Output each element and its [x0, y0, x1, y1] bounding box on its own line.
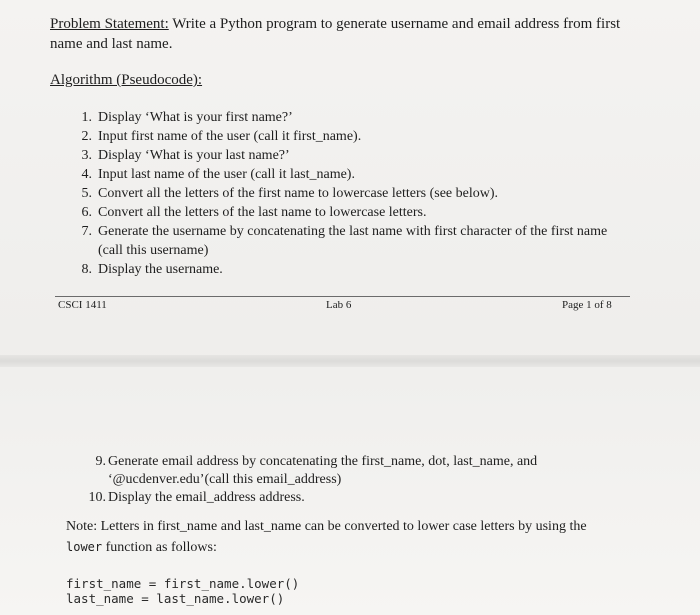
note-paragraph: [66, 517, 626, 558]
step-number: 1.: [81, 110, 92, 125]
footer-divider: [55, 296, 630, 297]
step-text: Generate email address by concatenating the first_name, dot, last_name, and ‘@ucdenver.edu’(call this email_address): [108, 454, 538, 487]
step-number: 4.: [81, 167, 92, 182]
step-text: Display ‘What is your last name?’: [98, 148, 290, 163]
step-number: 5.: [81, 186, 92, 201]
algorithm-heading: Algorithm (Pseudocode):: [50, 72, 203, 88]
note-text: Note: Letters in first_name and last_name can be converted to lower case letters by using the: [66, 519, 587, 534]
list-item: [70, 184, 610, 203]
algorithm-steps: [70, 108, 610, 279]
list-item: [70, 260, 610, 279]
page-break: [0, 355, 700, 367]
step-text: Input first name of the user (call it first_name).: [98, 129, 362, 144]
algorithm-steps-continued: [86, 453, 586, 507]
step-number: 9.: [95, 454, 106, 469]
step-number: 7.: [81, 224, 92, 239]
code-block: [66, 576, 299, 606]
code-line: last_name = last_name.lower(): [66, 591, 285, 606]
list-item: [70, 203, 610, 222]
step-number: 10.: [88, 490, 106, 505]
page-two: [0, 367, 700, 615]
note-suffix: function as follows:: [102, 540, 217, 555]
step-number: 8.: [81, 262, 92, 277]
list-item: [70, 146, 610, 165]
list-item: [86, 453, 586, 489]
step-text: Convert all the letters of the first name to lowercase letters (see below).: [98, 186, 499, 201]
list-item: [70, 222, 610, 260]
footer-course: CSCI 1411: [58, 299, 107, 311]
step-number: 6.: [81, 205, 92, 220]
footer-lab: Lab 6: [326, 299, 352, 311]
list-item: [70, 165, 610, 184]
list-item: [70, 127, 610, 146]
lower-function-name: lower: [66, 540, 103, 554]
footer-page-number: Page 1 of 8: [562, 299, 612, 311]
step-text: Convert all the letters of the last name to lowercase letters.: [98, 205, 427, 220]
problem-statement-label: Problem Statement:: [50, 16, 169, 32]
step-text: Display the username.: [98, 262, 223, 277]
problem-statement: [50, 14, 640, 54]
code-line: first_name = first_name.lower(): [66, 576, 300, 591]
step-number: 2.: [81, 129, 92, 144]
step-number: 3.: [81, 148, 92, 163]
list-item: [86, 489, 586, 507]
step-text: Generate the username by concatenating the last name with first character of the first name (call this username): [98, 224, 608, 258]
step-text: Display ‘What is your first name?’: [98, 110, 293, 125]
step-text: Display the email_address address.: [108, 490, 305, 505]
problem-statement-text: Write a Python program to generate username and email address from first name and last name.: [50, 16, 621, 52]
step-text: Input last name of the user (call it last_name).: [98, 167, 355, 182]
list-item: [70, 108, 610, 127]
